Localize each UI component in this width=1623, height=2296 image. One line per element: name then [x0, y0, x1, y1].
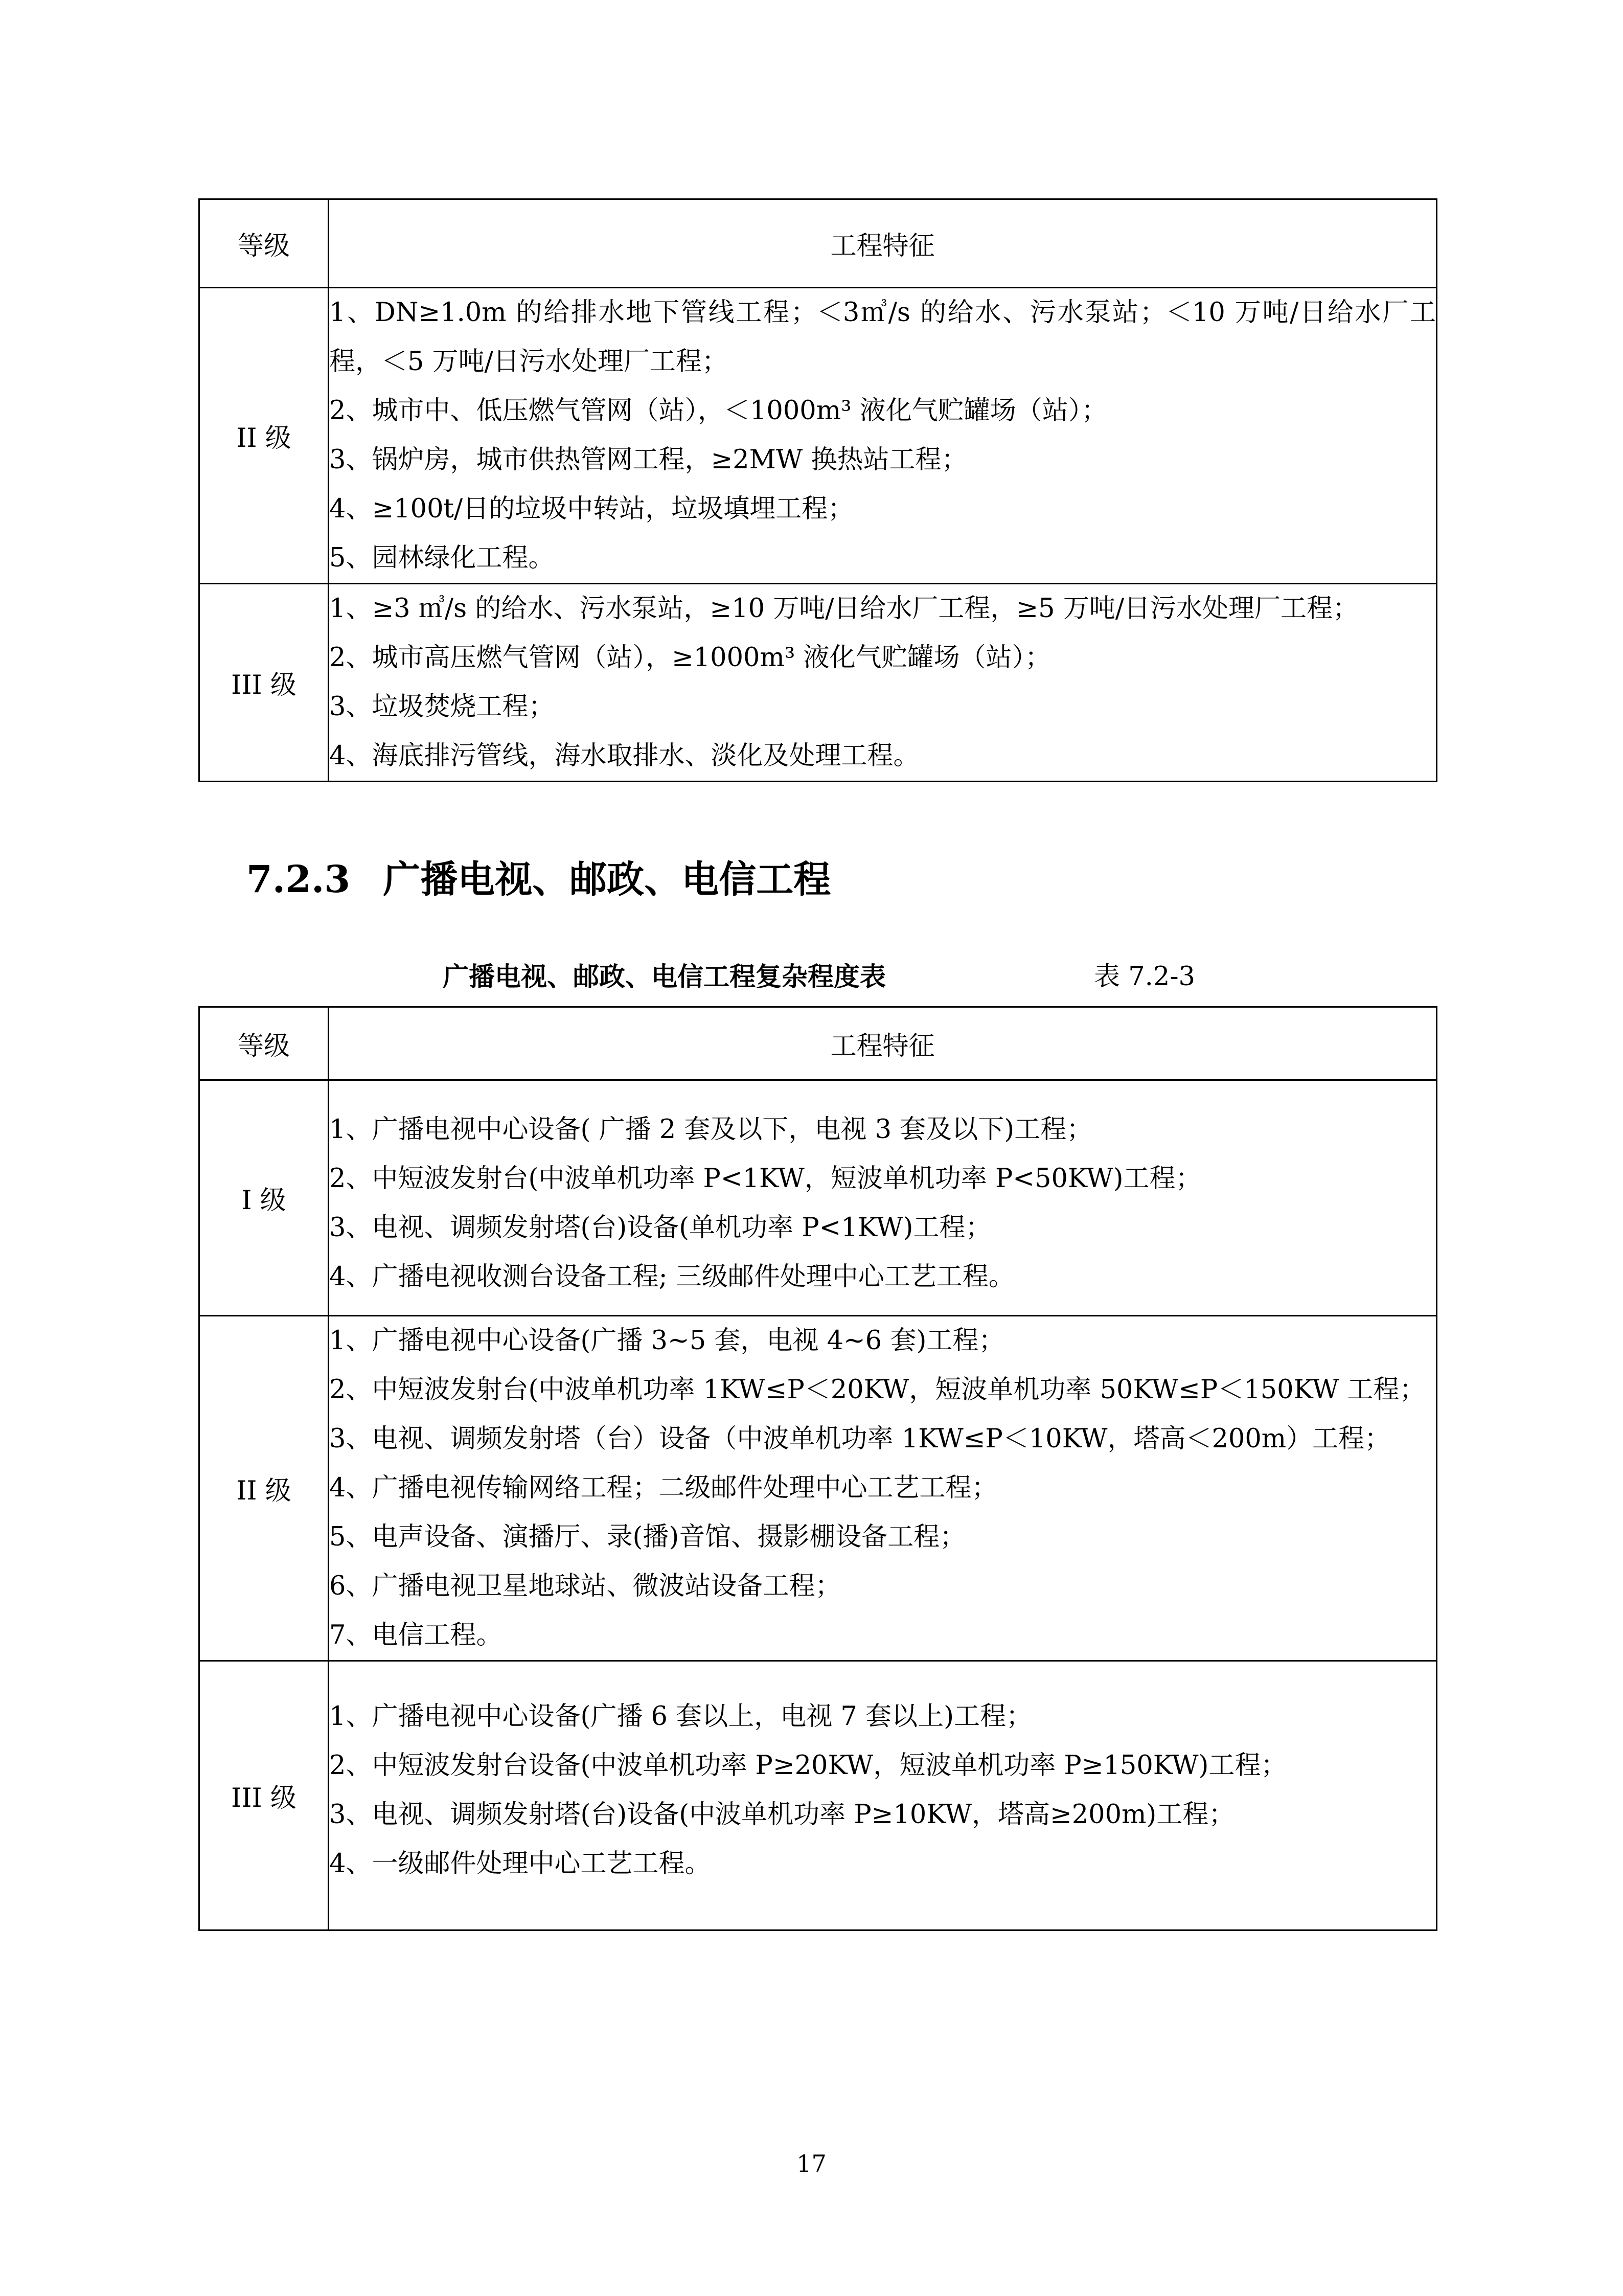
feature-item: 3、电视、调频发射塔(台)设备(中波单机功率 P≥10KW，塔高≥200m)工程；	[329, 1800, 1235, 1830]
feature-item: 2、中短波发射台(中波单机功率 1KW≤P＜20KW，短波单机功率 50KW≤P＜150KW 工程；	[329, 1375, 1426, 1405]
feature-item: 2、中短波发射台设备(中波单机功率 P≥20KW，短波单机功率 P≥150KW)工程；	[329, 1751, 1287, 1781]
feature-item: 1、≥3 ㎥/s 的给水、污水泵站，≥10 万吨/日给水厂工程，≥5 万吨/日污水处理厂工程；	[329, 594, 1359, 624]
feature-list	[329, 1316, 1437, 1661]
feature-item: 5、园林绿化工程。	[329, 543, 555, 573]
feature-item: 4、广播电视传输网络工程；二级邮件处理中心工艺工程；	[329, 1473, 998, 1503]
feature-item: 2、城市中、低压燃气管网（站），＜1000m³ 液化气贮罐场（站）；	[329, 396, 1108, 426]
section-number: 7.2.3	[246, 857, 351, 901]
feature-list	[329, 1661, 1437, 1930]
feature-item: 6、广播电视卫星地球站、微波站设备工程；	[329, 1571, 841, 1601]
section-heading	[246, 856, 831, 902]
table-row-grade-2	[199, 1316, 1437, 1661]
header-level: 等级	[199, 199, 329, 288]
grade-label: I 级	[199, 1080, 329, 1316]
feature-item: 7、电信工程。	[329, 1620, 502, 1650]
feature-list	[329, 288, 1437, 584]
table-row-grade-1	[199, 1080, 1437, 1316]
municipal-complexity-table	[198, 198, 1437, 782]
table-row-grade-3	[199, 584, 1437, 782]
table-header-row	[199, 199, 1437, 288]
feature-item: 4、海底排污管线，海水取排水、淡化及处理工程。	[329, 741, 920, 771]
page-number: 17	[796, 2150, 827, 2177]
table-header-row	[199, 1007, 1437, 1080]
table-row-grade-2	[199, 288, 1437, 584]
feature-item: 2、城市高压燃气管网（站），≥1000m³ 液化气贮罐场（站）；	[329, 643, 1051, 673]
feature-item: 4、广播电视收测台设备工程; 三级邮件处理中心工艺工程。	[329, 1262, 1015, 1292]
feature-item: 4、≥100t/日的垃圾中转站，垃圾填埋工程；	[329, 494, 854, 524]
header-features: 工程特征	[329, 1007, 1437, 1080]
table-number: 表 7.2-3	[1094, 962, 1195, 992]
feature-item: 1、DN≥1.0m 的给排水地下管线工程；＜3㎥/s 的给水、污水泵站；＜10 万吨/日给水厂工程，＜5 万吨/日污水处理厂工程；	[329, 298, 1436, 377]
grade-label: II 级	[199, 288, 329, 584]
header-level: 等级	[199, 1007, 329, 1080]
feature-item: 1、广播电视中心设备( 广播 2 套及以下，电视 3 套及以下)工程；	[329, 1115, 1093, 1145]
feature-item: 1、广播电视中心设备(广播 6 套以上，电视 7 套以上)工程；	[329, 1701, 1032, 1732]
feature-item: 3、电视、调频发射塔(台)设备(单机功率 P<1KW)工程；	[329, 1213, 992, 1243]
table-caption: 广播电视、邮政、电信工程复杂程度表	[443, 962, 886, 992]
feature-item: 1、广播电视中心设备(广播 3~5 套，电视 4~6 套)工程；	[329, 1326, 1005, 1356]
feature-item: 5、电声设备、演播厅、录(播)音馆、摄影棚设备工程；	[329, 1522, 966, 1552]
grade-label: III 级	[199, 1661, 329, 1930]
grade-label: III 级	[199, 584, 329, 782]
feature-item: 3、垃圾焚烧工程；	[329, 692, 555, 722]
section-title: 广播电视、邮政、电信工程	[383, 857, 831, 901]
table-row-grade-3	[199, 1661, 1437, 1930]
feature-item: 3、电视、调频发射塔（台）设备（中波单机功率 1KW≤P＜10KW，塔高＜200m）工程；	[329, 1424, 1391, 1454]
feature-list	[329, 584, 1437, 782]
grade-label: II 级	[199, 1316, 329, 1661]
feature-list	[329, 1080, 1437, 1316]
feature-item: 4、一级邮件处理中心工艺工程。	[329, 1849, 711, 1879]
feature-item: 2、中短波发射台(中波单机功率 P<1KW，短波单机功率 P<50KW)工程；	[329, 1164, 1202, 1194]
feature-item: 3、锅炉房，城市供热管网工程，≥2MW 换热站工程；	[329, 445, 968, 475]
header-features: 工程特征	[329, 199, 1437, 288]
broadcast-complexity-table	[198, 1006, 1437, 1931]
